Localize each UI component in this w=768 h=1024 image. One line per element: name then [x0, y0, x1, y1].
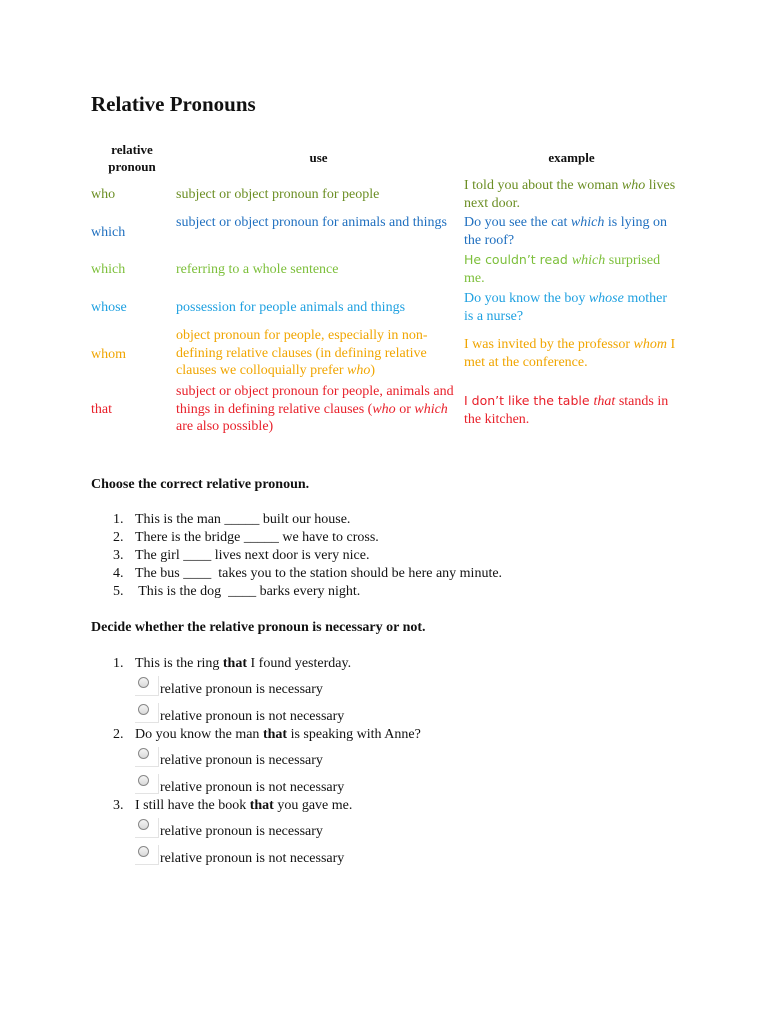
- header-use: use: [309, 150, 328, 165]
- row-pronoun: which: [91, 262, 126, 277]
- row-use: object pronoun for people, especially in non-defining relative clauses (in defining relative clauses we colloquially prefer who): [176, 328, 428, 378]
- radio-button[interactable]: [135, 845, 159, 865]
- row-use: subject or object pronoun for people: [176, 187, 380, 202]
- list-item: 5. This is the dog ____ barks every night.: [113, 584, 361, 599]
- header-example: example: [548, 150, 595, 165]
- row-example: Do you see the cat which is lying on the roof?: [464, 215, 667, 248]
- option-label: relative pronoun is not necessary: [160, 709, 345, 724]
- section-heading-choose: Choose the correct relative pronoun.: [91, 477, 310, 492]
- section-heading-decide: Decide whether the relative pronoun is necessary or not.: [91, 620, 426, 635]
- header-relative-pronoun: [91, 141, 173, 175]
- row-example: I don’t like the table that stands in the kitchen.: [464, 393, 669, 427]
- radio-button[interactable]: [135, 774, 159, 794]
- row-use: subject or object pronoun for animals and things: [176, 215, 447, 230]
- exercise-list: [91, 511, 502, 601]
- radio-button[interactable]: [135, 676, 159, 696]
- row-pronoun: who: [91, 187, 116, 202]
- radio-button[interactable]: [135, 818, 159, 838]
- row-example: Do you know the boy whose mother is a nurse?: [464, 291, 667, 324]
- option-label: relative pronoun is necessary: [160, 682, 323, 697]
- row-example: I was invited by the professor whom I met at the conference.: [464, 337, 676, 370]
- document-page: Relative Pronouns relative pronoun use example who subject or object pronoun for people I told you about the woman who lives next door. which subject or object pronoun for animals and things Do you see the cat which is lying on the roof? which referring to a whole sentence He couldn’t read which surprised me. whose possession for people animals and things Do you know the boy whose mother is a nurse? whom object pronoun for people, especially in non-defining relative clauses (in defining relative clauses we colloquially prefer who) I was invited by the professor whom I met at the conference. that subject or object pronoun for people, animals and things in defining relative clauses (who or which are also possible) I don’t like the table that stands in the kitchen. Choose the correct relative pronoun. 1. This is the man _____ built our house. 2. There is the bridge _____ we have to cross. 3. The girl ____ lives next door is very nice. 4. The bus ____ takes you to the station should be here any minute. 5. This is the dog ____ barks every night. Decide whether the relative pronoun is necessary or not. 1. This is the ring that I found yesterday. relative pronoun is necessary relative pronoun is not necessary 2. Do you know the man that is speaking with Anne? relative pronoun is necessary relative pronoun is not necessary 3. I still have the book that you gave me. relative pronoun is necessary relative pronoun is not necessary: [0, 0, 768, 1024]
- row-pronoun: whom: [91, 347, 126, 362]
- row-use: subject or object pronoun for people, animals and things in defining relative clauses (who or which are also possible): [176, 384, 454, 434]
- option-label: relative pronoun is not necessary: [160, 780, 345, 795]
- option-label: relative pronoun is necessary: [160, 824, 323, 839]
- row-use: referring to a whole sentence: [176, 262, 339, 277]
- header-pronoun-line2: pronoun: [108, 159, 156, 174]
- row-pronoun: which: [91, 225, 126, 240]
- radio-button[interactable]: [135, 703, 159, 723]
- list-item: 4. The bus ____ takes you to the station should be here any minute.: [113, 566, 503, 581]
- header-pronoun-line1: relative: [111, 142, 153, 157]
- row-example: He couldn’t read which surprised me.: [464, 252, 661, 286]
- radio-button[interactable]: [135, 747, 159, 767]
- row-use: possession for people animals and things: [176, 300, 406, 315]
- row-pronoun: whose: [91, 300, 127, 315]
- option-label: relative pronoun is not necessary: [160, 851, 345, 866]
- row-pronoun: that: [91, 402, 112, 417]
- list-item: 1. This is the man _____ built our house.: [113, 512, 351, 527]
- option-label: relative pronoun is necessary: [160, 753, 323, 768]
- page-title: Relative Pronouns: [91, 92, 256, 116]
- row-example: I told you about the woman who lives next door.: [464, 178, 676, 211]
- list-item: 3. The girl ____ lives next door is very nice.: [113, 548, 370, 563]
- list-item: 2. There is the bridge _____ we have to cross.: [113, 530, 379, 545]
